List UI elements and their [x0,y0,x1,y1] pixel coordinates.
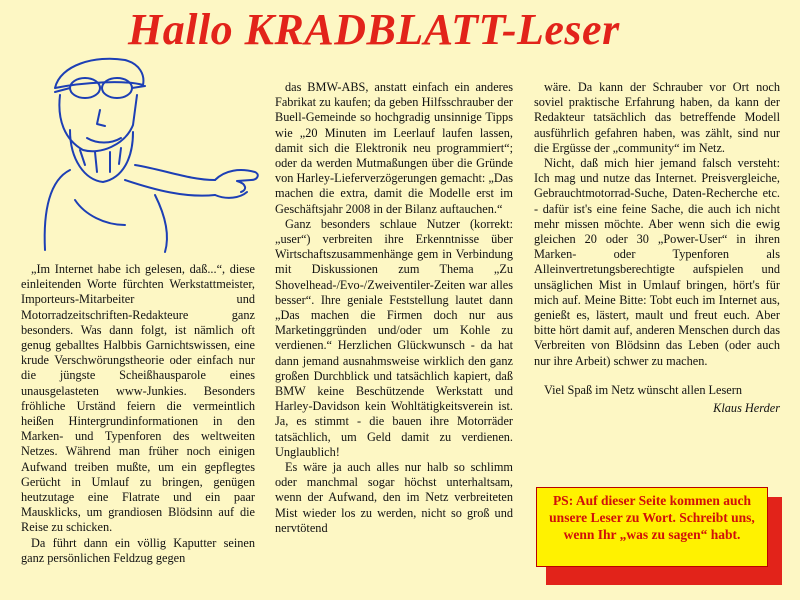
ps-box: PS: Auf dieser Seite kommen auch unsere Leser zu Wort. Schreibt uns, wenn Ihr „was zu sagen“ habt. [536,487,768,567]
paragraph: Viel Spaß im Netz wünscht allen Lesern [544,382,743,397]
article-column-3 [534,80,780,416]
paragraph: Da führt dann ein völlig Kaputter seinen ganz persönlichen Feldzug gegen [21,535,255,565]
article-column-1 [21,262,255,566]
biker-illustration [15,40,265,255]
paragraph: Nicht, daß mich hier jemand falsch versteht: Ich mag und nutze das Internet. Preisvergleiche, Gebrauchtmotorrad-Suche, Daten-Recherche etc. - dafür ist's eine feine Sache, die auch ich nicht mehr missen möchte. Aber wenn sich die ewig gleichen 20 oder 30 „Power-User“ in ihren Marken- oder Typenforen als Alleinvertretungsberechtigte aufspielen und unsäglichen Mist in Umlauf bringen, hört's für mich auf. Meine Bitte: Tobt euch im Internet aus, genießt es, lästert, mault und freut euch. Aber bitte hört damit auf, anderen Menschen durch das Verbreiten von Blödsinn das Leben (oder auch nur ihre Arbeit) schwer zu machen. [534,156,780,368]
paragraph: „Im Internet habe ich gelesen, daß...“, diese einleitenden Worte fürchten Werkstattmeister, Importeurs-Mitarbeiter und Motorradzeitschriften-Redakteure ganz besonders. Was dann folgt, ist nämlich oft genug geballtes Halbbis Garnichtswissen, eine krude Verschwörungstheorie oder einfach nur die jüngste Scheißhausparole eines unausgelasteten www-Junkies. Besonders fröhliche Urständ feiern die vermeintlich heißen Hintergrundinformationen in den Marken- und Typenforen des weltweiten Netzes. Während man früher noch einigen Aufwand treiben mußte, um ein gepflegtes Gerücht in Umlauf zu bringen, genügen heutzutage eine Flatrate und ein paar Mausklicks, um grandiosen Blödsinn auf die Reise zu schicken. [21,262,255,535]
paragraph: Ganz besonders schlaue Nutzer (korrekt: „user“) verbreiten ihre Erkenntnisse über Wirtschaftszusammenhänge gem in Verbindung mit Diskussionen zum Thema „Zu Shovelhead-/Evo-/Zweiventiler-Zeiten war alles besser“. Ihre geniale Feststellung lautet dann „Das machen die Firmen doch nur aus Marketinggründen und/oder um Kohle zu verdienen.“ Herzlichen Glückwunsch - da hat dann jemand ausnahmsweise wirklich den ganz großen Durchblick und tatsächlich kapiert, daß BMW keine Beschützende Werkstatt und Harley-Davidson kein Wohltätigkeitsverein ist. Ja, es stimmt - die bauen ihre Motorräder tatsächlich, um Geld damit zu verdienen. Unglaublich! [275,216,513,459]
paragraph-spacer [534,369,780,383]
paragraph: wäre. Da kann der Schrauber vor Ort noch soviel praktische Erfahrung haben, da kann der Redakteur tatsächlich das betreffende Modell ausführlich gefahren haben, was zählt, sind nur die Ergüsse der „community“ im Netz. [534,80,780,155]
article-column-2 [275,80,513,536]
author-signature: Klaus Herder [713,401,780,416]
paragraph: Es wäre ja auch alles nur halb so schlimm oder manchmal sogar höchst unterhaltsam, wenn der Aufwand, den im Netz verbreiteten Mist wieder los zu werden, nicht so groß und nervtötend [275,460,513,535]
paragraph: das BMW-ABS, anstatt einfach ein anderes Fabrikat zu kaufen; da geben Hilfsschrauber der Buell-Gemeinde so hochgradig unsinnige Tipps wie „20 Minuten im Leerlauf laufen lassen, damit sich die Elektronik neu programmiert“; oder da werden Mutmaßungen über die Gründe von Harley-Lieferverzögerungen gemacht: „Das machen die extra, damit die Modelle erst im Geschäftsjahr 2008 in der Bilanz auftauchen.“ [275,80,513,216]
page-title: Hallo KRADBLATT-Leser [128,5,620,54]
